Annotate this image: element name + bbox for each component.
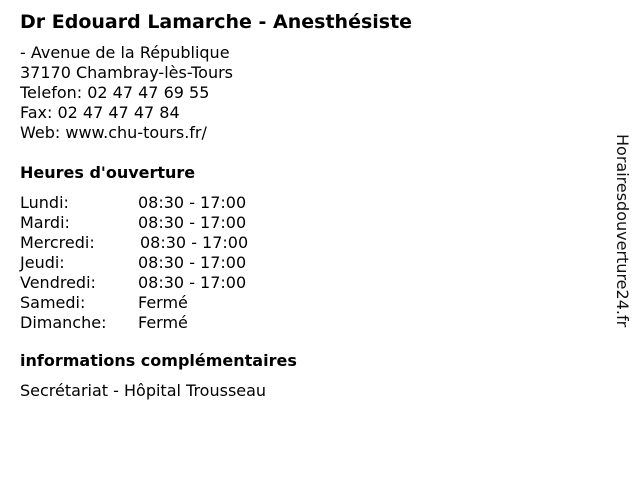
time-value: 08:30 - 17:00 [138, 273, 247, 292]
time-value: Fermé [138, 293, 188, 312]
opening-hours-heading: Heures d'ouverture [20, 163, 196, 182]
additional-info-heading: informations complémentaires [20, 351, 297, 370]
hours-row-sunday [20, 313, 600, 333]
website-link[interactable]: Web: www.chu-tours.fr/ [20, 123, 207, 142]
hours-row-tuesday [20, 213, 600, 233]
time-value: 08:30 - 17:00 [138, 193, 247, 212]
time-value: 08:30 - 17:00 [140, 233, 249, 252]
street-address: - Avenue de la République [20, 43, 230, 62]
city-address: 37170 Chambray-lès-Tours [20, 63, 234, 82]
day-label: Jeudi: [20, 253, 65, 272]
business-card [20, 9, 600, 401]
site-watermark: Horairesdouverture24.fr [613, 134, 632, 328]
day-label: Mardi: [20, 213, 70, 232]
fax-number: Fax: 02 47 47 47 84 [20, 103, 180, 122]
day-label: Vendredi: [20, 273, 96, 292]
hours-row-monday [20, 193, 600, 213]
day-label: Mercredi: [20, 233, 95, 252]
contact-block [20, 43, 600, 143]
phone-number: Telefon: 02 47 47 69 55 [20, 83, 210, 102]
time-value: 08:30 - 17:00 [138, 213, 247, 232]
day-label: Lundi: [20, 193, 69, 212]
opening-hours-table [20, 193, 600, 333]
additional-info-text: Secrétariat - Hôpital Trousseau [20, 381, 267, 400]
hours-row-friday [20, 273, 600, 293]
hours-row-thursday [20, 253, 600, 273]
time-value: Fermé [138, 313, 188, 332]
hours-row-saturday [20, 293, 600, 313]
time-value: 08:30 - 17:00 [138, 253, 247, 272]
day-label: Samedi: [20, 293, 86, 312]
hours-row-wednesday [20, 233, 600, 253]
day-label: Dimanche: [20, 313, 107, 332]
page-title: Dr Edouard Lamarche - Anesthésiste [20, 11, 413, 33]
